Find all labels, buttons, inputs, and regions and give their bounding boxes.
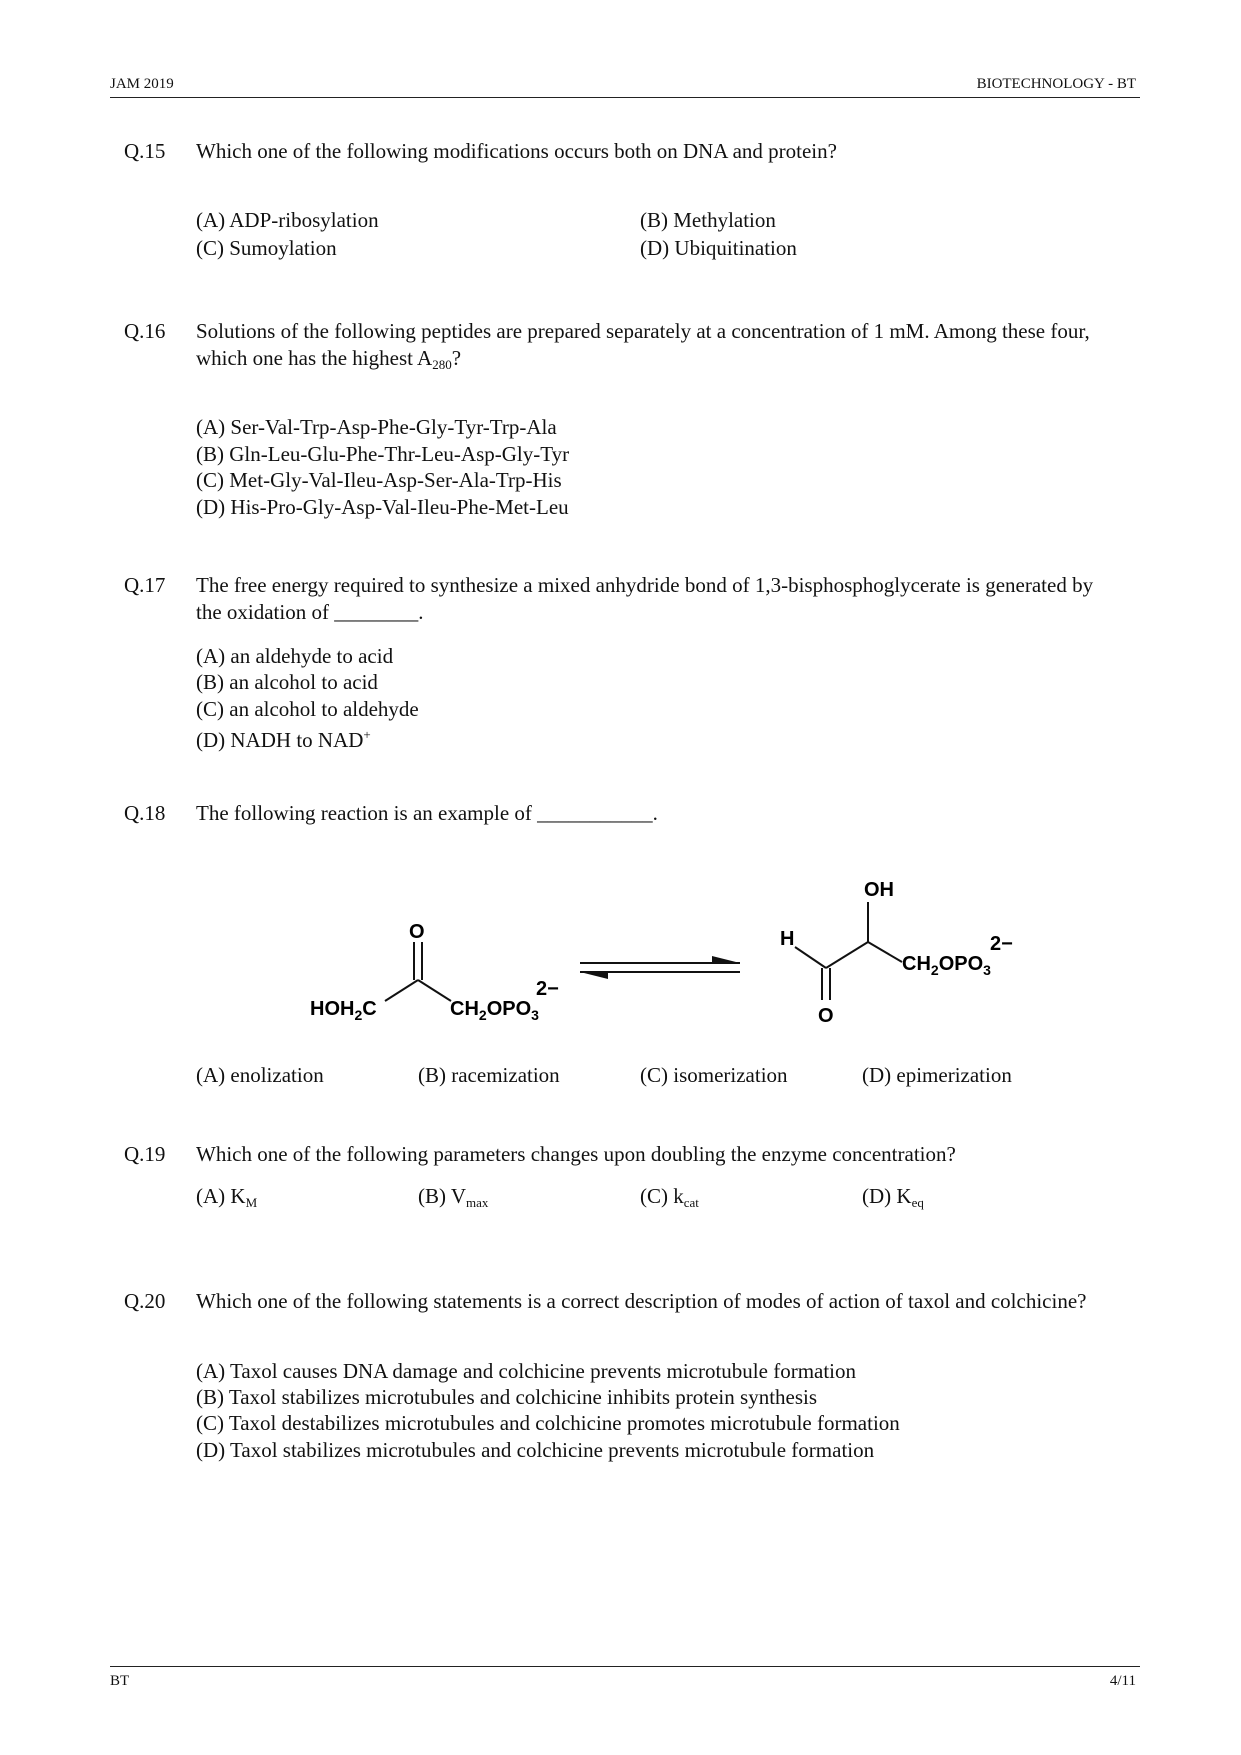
q16-option-b[interactable]: (B) Gln-Leu-Glu-Phe-Thr-Leu-Asp-Gly-Tyr bbox=[196, 442, 570, 466]
right-phosphate-label: $CH_2OPO_3$ bbox=[902, 953, 991, 978]
q15-option-b[interactable]: (B) Methylation bbox=[640, 208, 776, 232]
page-number: 4/11 bbox=[1109, 1673, 1136, 1689]
question-number: Q.16 bbox=[124, 319, 166, 343]
right-aldehyde-hydrogen: H bbox=[780, 928, 795, 950]
right-charge: 2− bbox=[990, 933, 1013, 955]
q20-option-a[interactable]: (A) Taxol causes DNA damage and colchicine prevents microtubule formation bbox=[196, 1359, 857, 1383]
q20-option-c[interactable]: (C) Taxol destabilizes microtubules and colchicine promotes microtubule formation bbox=[196, 1411, 900, 1435]
question-number: Q.15 bbox=[124, 139, 166, 163]
q20-option-d[interactable]: (D) Taxol stabilizes microtubules and colchicine prevents microtubule formation bbox=[196, 1438, 875, 1462]
q18-option-c[interactable]: (C) isomerization bbox=[640, 1063, 788, 1087]
question-stem: The free energy required to synthesize a mixed anhydride bond of 1,3-bisphosphoglycerate is generated by the oxidation of ________. bbox=[196, 573, 1094, 624]
q16-option-d[interactable]: (D) His-Pro-Gly-Asp-Val-Ileu-Phe-Met-Leu bbox=[196, 495, 569, 519]
exam-name: JAM 2019 bbox=[110, 76, 174, 92]
q19-option-b[interactable]: (B) $V_{max}$ bbox=[418, 1184, 489, 1210]
right-hydroxyl-label: OH bbox=[864, 879, 894, 901]
right-carbonyl-oxygen: O bbox=[818, 1005, 834, 1027]
q17-option-d[interactable]: (D) NADH to NAD+ bbox=[196, 727, 371, 752]
page-header bbox=[110, 74, 1140, 98]
q17-option-b[interactable]: (B) an alcohol to acid bbox=[196, 670, 378, 694]
question-stem: Which one of the following modifications occurs both on DNA and protein? bbox=[196, 139, 837, 163]
question-stem: Which one of the following statements is a correct description of modes of action of taxol and colchicine? bbox=[196, 1289, 1087, 1313]
q16-option-c[interactable]: (C) Met-Gly-Val-Ileu-Asp-Ser-Ala-Trp-His bbox=[196, 468, 562, 492]
q18-option-d[interactable]: (D) epimerization bbox=[862, 1063, 1012, 1087]
q20-option-b[interactable]: (B) Taxol stabilizes microtubules and colchicine inhibits protein synthesis bbox=[196, 1385, 818, 1409]
q15-option-c[interactable]: (C) Sumoylation bbox=[196, 236, 337, 260]
q18-option-a[interactable]: (A) enolization bbox=[196, 1063, 324, 1087]
q15-option-d[interactable]: (D) Ubiquitination bbox=[640, 236, 797, 260]
q17-option-c[interactable]: (C) an alcohol to aldehyde bbox=[196, 697, 419, 721]
left-hydroxymethyl-label: $HOH_2C$ bbox=[310, 998, 377, 1023]
q18-option-b[interactable]: (B) racemization bbox=[418, 1063, 560, 1087]
question-number: Q.17 bbox=[124, 573, 166, 597]
paper-code: BT bbox=[110, 1673, 130, 1689]
reaction-scheme bbox=[0, 860, 1241, 1035]
question-number: Q.18 bbox=[124, 801, 166, 825]
q15-option-a[interactable]: (A) ADP-ribosylation bbox=[196, 208, 379, 232]
q19-option-a[interactable]: (A) $K_M$ bbox=[196, 1184, 258, 1210]
page-footer bbox=[110, 1666, 1140, 1696]
left-phosphate-label: $CH_2OPO_3$ bbox=[450, 998, 539, 1023]
q19-option-c[interactable]: (C) $k_{cat}$ bbox=[640, 1184, 699, 1210]
q17-option-a[interactable]: (A) an aldehyde to acid bbox=[196, 644, 394, 668]
paper-name: BIOTECHNOLOGY - BT bbox=[976, 76, 1136, 92]
question-stem: Solutions of the following peptides are prepared separately at a concentration of 1 mM. Among these four, which one has the highest $A_{280}$? bbox=[196, 319, 1090, 372]
question-number: Q.19 bbox=[124, 1142, 166, 1166]
q16-option-a[interactable]: (A) Ser-Val-Trp-Asp-Phe-Gly-Tyr-Trp-Ala bbox=[196, 415, 557, 439]
q19-option-d[interactable]: (D) $K_{eq}$ bbox=[862, 1184, 924, 1210]
question-stem: The following reaction is an example of ___________. bbox=[196, 801, 658, 825]
question-number: Q.20 bbox=[124, 1289, 166, 1313]
question-stem: Which one of the following parameters changes upon doubling the enzyme concentration? bbox=[196, 1142, 956, 1166]
left-charge: 2− bbox=[536, 978, 559, 1000]
left-carbonyl-oxygen: O bbox=[409, 921, 425, 943]
